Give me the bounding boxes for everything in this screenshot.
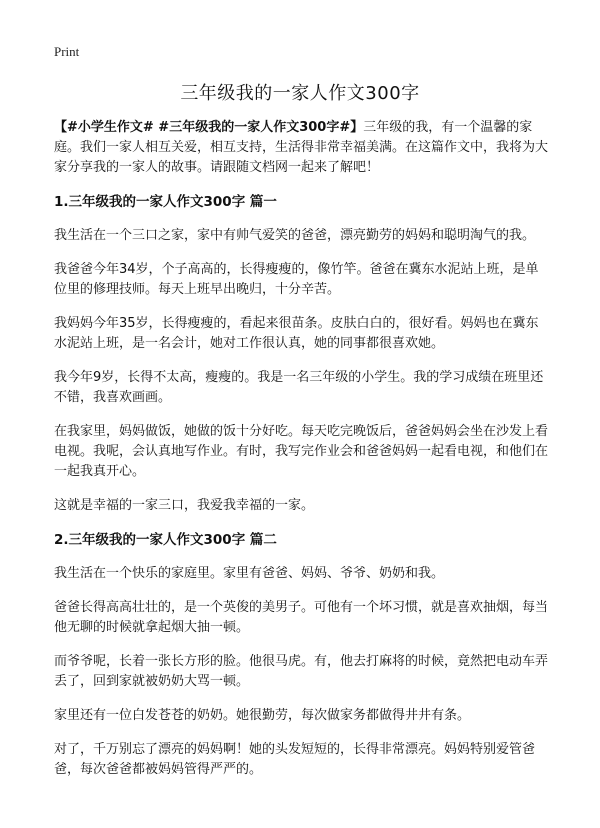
- paragraph: 我今年9岁，长得不太高，瘦瘦的。我是一名三年级的小学生。我的学习成绩在班里还不错，我喜欢画画。: [54, 370, 544, 405]
- paragraph: 对了，千万别忘了漂亮的妈妈啊！她的头发短短的，长得非常漂亮。妈妈特别爱管爸爸，每次爸爸都被妈妈管得严严的。: [54, 742, 536, 777]
- section-heading-1: 1.三年级我的一家人作文300字 篇一: [54, 194, 277, 210]
- paragraph: 在我家里，妈妈做饭，她做的饭十分好吃。每天吃完晚饭后，爸爸妈妈会坐在沙发上看电视。我呢，会认真地写作业。有时，我写完作业会和爸爸妈妈一起看电视，和他们在一起我真开心。: [54, 424, 549, 479]
- section-heading-2: 2.三年级我的一家人作文300字 篇二: [54, 532, 277, 548]
- paragraph: 我生活在一个三口之家，家中有帅气爱笑的爸爸，漂亮勤劳的妈妈和聪明淘气的我。: [54, 228, 536, 243]
- paragraph: 我妈妈今年35岁，长得瘦瘦的，看起来很苗条。皮肤白白的，很好看。妈妈也在冀东水泥站上班，是一名会计，她对工作很认真，她的同事都很喜欢她。: [54, 316, 539, 351]
- paragraph: 家里还有一位白发苍苍的奶奶。她很勤劳，每次做家务都做得井井有条。: [54, 708, 471, 723]
- page-title: 三年级我的一家人作文300字: [180, 83, 420, 104]
- paragraph: 而爷爷呢，长着一张长方形的脸。他很马虎。有，他去打麻将的时候，竟然把电动车弄丢了，回到家就被奶奶大骂一顿。: [54, 654, 549, 689]
- paragraph: 我生活在一个快乐的家庭里。家里有爸爸、妈妈、爷爷、奶奶和我。: [54, 566, 445, 581]
- paragraph: 这就是幸福的一家三口，我爱我幸福的一家。: [54, 498, 315, 513]
- intro-paragraph: [54, 118, 548, 178]
- intro-text: 三年级的我，有一个温馨的家庭。我们一家人相互关爱，相互支持，生活得非常幸福美满。在这篇作文中，我将为大家分享我的一家人的故事。请跟随文档网一起来了解吧！: [54, 120, 549, 175]
- paragraph: 我爸爸今年34岁，个子高高的，长得瘦瘦的，像竹竿。爸爸在冀东水泥站上班，是单位里的修理技师。每天上班早出晚归，十分辛苦。: [54, 262, 539, 297]
- print-link[interactable]: Print: [54, 44, 80, 59]
- paragraph: 爸爸长得高高壮壮的，是一个英俊的美男子。可他有一个坏习惯，就是喜欢抽烟，每当他无聊的时候就拿起烟大抽一顿。: [54, 600, 549, 635]
- intro-tag: 【#小学生作文# #三年级我的一家人作文300字#】: [54, 120, 364, 135]
- article-body: [54, 118, 548, 794]
